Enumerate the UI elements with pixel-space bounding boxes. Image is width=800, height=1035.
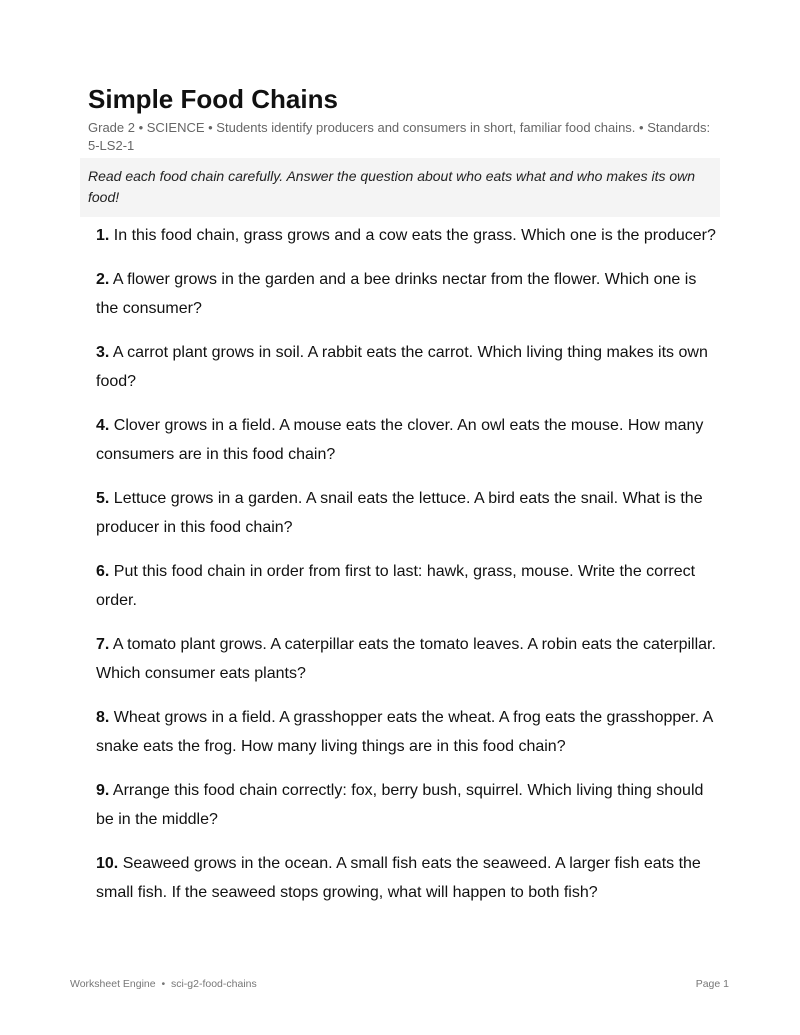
question-text: A carrot plant grows in soil. A rabbit eats the carrot. Which living thing makes its own food? (96, 344, 708, 390)
question-item (96, 411, 721, 469)
question-item (96, 849, 721, 907)
question-text: Arrange this food chain correctly: fox, berry bush, squirrel. Which living thing should be in the middle? (96, 782, 704, 828)
question-text: Lettuce grows in a garden. A snail eats the lettuce. A bird eats the snail. What is the producer in this food chain? (96, 490, 703, 536)
question-item (96, 265, 721, 323)
instructions-box: Read each food chain carefully. Answer the question about who eats what and who makes its own food! (80, 158, 720, 217)
question-text: A flower grows in the garden and a bee drinks nectar from the flower. Which one is the consumer? (96, 271, 697, 317)
question-item (96, 630, 721, 688)
question-text: Wheat grows in a field. A grasshopper eats the wheat. A frog eats the grasshopper. A snake eats the frog. How many living things are in this food chain? (96, 709, 713, 755)
question-text: Put this food chain in order from first to last: hawk, grass, mouse. Write the correct order. (96, 563, 696, 609)
question-number: 5. (96, 490, 110, 507)
question-item (96, 557, 721, 615)
question-item (96, 776, 721, 834)
question-number: 9. (96, 782, 110, 799)
question-number: 6. (96, 563, 110, 580)
footer-page-number: Page 1 (695, 978, 729, 990)
question-list (96, 221, 721, 922)
question-text: In this food chain, grass grows and a cow eats the grass. Which one is the producer? (113, 227, 716, 244)
question-text: A tomato plant grows. A caterpillar eats the tomato leaves. A robin eats the caterpillar. Which consumer eats plants? (96, 636, 716, 682)
question-number: 2. (96, 271, 110, 288)
page-title: Simple Food Chains (88, 84, 338, 114)
question-text: Clover grows in a field. A mouse eats the clover. An owl eats the mouse. How many consumers are in this food chain? (96, 417, 704, 463)
question-number: 1. (96, 227, 110, 244)
question-number: 3. (96, 344, 110, 361)
question-item (96, 703, 721, 761)
question-item (96, 484, 721, 542)
question-item (96, 338, 721, 396)
question-item (96, 221, 721, 250)
question-number: 7. (96, 636, 110, 653)
worksheet-meta: Grade 2 • SCIENCE • Students identify producers and consumers in short, familiar food chains. • Standards: 5-LS2-1 (88, 120, 711, 153)
footer-source: Worksheet Engine • sci-g2-food-chains (70, 978, 257, 990)
question-text: Seaweed grows in the ocean. A small fish eats the seaweed. A larger fish eats the small fish. If the seaweed stops growing, what will happen to both fish? (96, 855, 701, 901)
question-number: 8. (96, 709, 110, 726)
question-number: 10. (96, 855, 119, 872)
question-number: 4. (96, 417, 110, 434)
